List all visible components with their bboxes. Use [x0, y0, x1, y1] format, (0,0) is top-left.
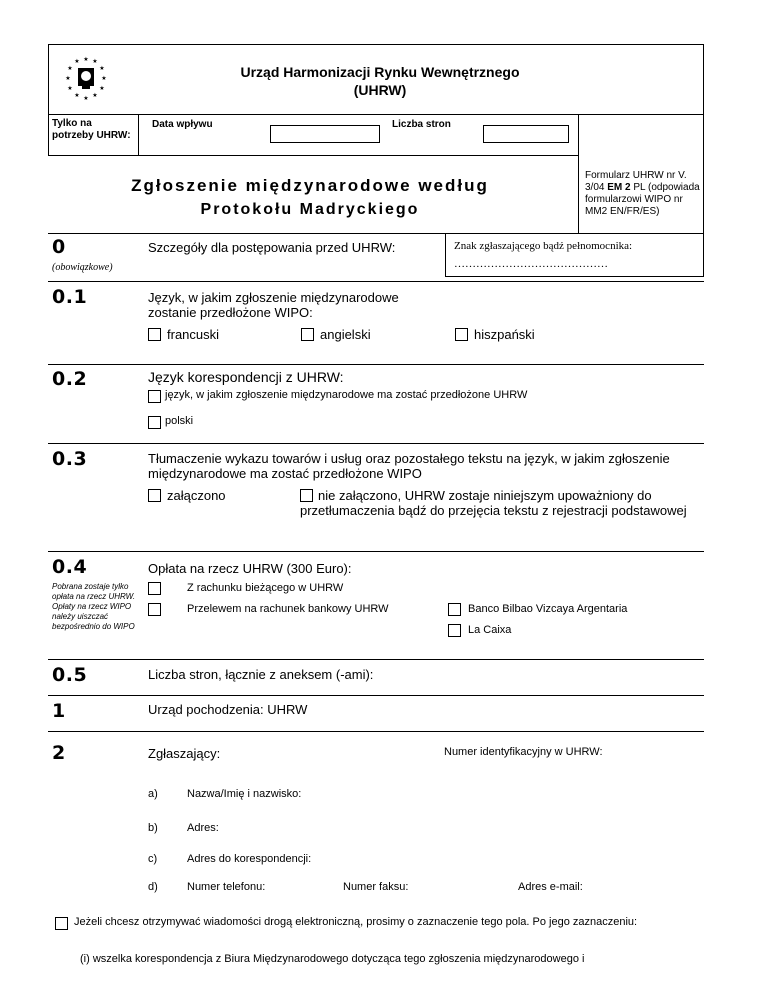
- form-ref-pre: Formularz UHRW nr V. 3/04: [585, 170, 687, 193]
- ref-box-bottom: [445, 276, 704, 277]
- footer-item-i: (i) wszelka korespondencja z Biura Międzynarodowego dotycząca tego zgłoszenia międzynarodowego i: [80, 953, 585, 965]
- item-c-marker: c): [148, 853, 158, 865]
- fee-bank-transfer-checkbox[interactable]: [148, 603, 161, 616]
- bank-bbva-label: Banco Bilbao Vizcaya Argentaria: [468, 603, 628, 615]
- section-1-text: Urząd pochodzenia: UHRW: [148, 702, 308, 717]
- fee-bank-transfer-label: Przelewem na rachunek bankowy UHRW: [187, 603, 389, 615]
- form-ref-bold: EM 2: [607, 182, 631, 193]
- lang-english-label: angielski: [320, 327, 371, 342]
- fax-label: Numer faksu:: [343, 881, 409, 893]
- lang-spanish-label: hiszpański: [474, 327, 535, 342]
- corr-lang-same-label: język, w jakim zgłoszenie międzynarodowe ma zostać przedłożone UHRW: [165, 389, 528, 401]
- form-title-line1: Zgłoszenie międzynarodowe według: [131, 176, 489, 195]
- address-label: Adres:: [187, 822, 219, 834]
- section-04-text: Opłata na rzecz UHRW (300 Euro):: [148, 561, 352, 576]
- section-0-text: Szczegóły dla postępowania przed UHRW:: [148, 240, 396, 255]
- section-01-text: Język, w jakim zgłoszenie międzynarodowe zostanie przedłożone WIPO:: [148, 290, 399, 320]
- svg-text:★: ★: [83, 95, 89, 102]
- email-label: Adres e-mail:: [518, 881, 583, 893]
- section-04-number: 0.4: [52, 556, 88, 578]
- svg-text:★: ★: [67, 65, 73, 72]
- date-received-field[interactable]: [270, 125, 380, 143]
- lang-french-label: francuski: [167, 327, 220, 342]
- section-03-text: Tłumaczenie wykazu towarów i usług oraz pozostałego tekstu na język, w jakim zgłoszenie międzynarodowe ma zostać przedłożone WIPO: [148, 451, 670, 481]
- section-05-number: 0.5: [52, 664, 88, 686]
- office-divider: [48, 155, 578, 156]
- rule-01: [48, 364, 704, 365]
- corr-lang-polish-checkbox[interactable]: [148, 416, 161, 429]
- name-label: Nazwa/Imię i nazwisko:: [187, 788, 302, 800]
- electronic-comm-label: Jeżeli chcesz otrzymywać wiadomości drogą elektroniczną, prosimy o zaznaczenie tego pola. Po jego zaznaczeniu:: [74, 916, 638, 928]
- fee-current-account-label: Z rachunku bieżącego w UHRW: [187, 582, 344, 594]
- title-divider: [48, 233, 704, 234]
- svg-text:★: ★: [74, 92, 80, 99]
- section-01-number: 0.1: [52, 286, 88, 308]
- bank-bbva-checkbox[interactable]: [448, 603, 461, 616]
- org-abbr: (UHRW): [353, 82, 407, 98]
- section-05-text: Liczba stron, łącznie z aneksem (-ami):: [148, 667, 374, 682]
- svg-text:★: ★: [99, 85, 105, 92]
- form-title-line2: Protokołu Madryckiego: [200, 201, 420, 218]
- frame-left: [48, 44, 49, 156]
- frame-top: [48, 44, 704, 45]
- rule-04: [48, 659, 704, 660]
- item-b-marker: b): [148, 822, 158, 834]
- section-04-note: Pobrana zostaje tylko opłata na rzecz UHRW. Opłaty na rzecz WIPO należy uiszczać bezpośrednio do WIPO: [52, 582, 136, 631]
- svg-text:★: ★: [74, 58, 80, 65]
- lang-english-checkbox[interactable]: [301, 328, 314, 341]
- svg-text:★: ★: [92, 58, 98, 65]
- reference-label: Znak zgłaszającego bądź pełnomocnika:: [454, 240, 633, 252]
- form-reference: [585, 170, 701, 218]
- office-use-label: Tylko na potrzeby UHRW:: [52, 118, 131, 141]
- correspondence-address-label: Adres do korespondencji:: [187, 853, 312, 865]
- lang-french-checkbox[interactable]: [148, 328, 161, 341]
- date-received-label: Data wpływu: [152, 119, 213, 130]
- reference-input[interactable]: ……………………………………: [454, 258, 608, 270]
- svg-text:★: ★: [99, 65, 105, 72]
- page-count-label: Liczba stron: [392, 119, 451, 130]
- rule-02: [48, 443, 704, 444]
- applicant-id-label: Numer identyfikacyjny w UHRW:: [444, 746, 603, 758]
- svg-text:★: ★: [92, 92, 98, 99]
- frame-right: [703, 44, 704, 276]
- svg-text:★: ★: [101, 75, 107, 82]
- lang-spanish-checkbox[interactable]: [455, 328, 468, 341]
- section-0-number: 0: [52, 236, 66, 258]
- office-col-rule: [138, 114, 139, 156]
- euro-stars-logo: [62, 54, 110, 102]
- electronic-comm-checkbox[interactable]: [55, 917, 68, 930]
- translation-attached-label: załączono: [167, 488, 226, 503]
- section-1-number: 1: [52, 700, 66, 722]
- rule-03: [48, 551, 704, 552]
- svg-text:★: ★: [83, 56, 89, 63]
- section-02-text: Język korespondencji z UHRW:: [148, 369, 344, 385]
- phone-label: Numer telefonu:: [187, 881, 266, 893]
- bank-lacaixa-checkbox[interactable]: [448, 624, 461, 637]
- ref-box-left: [445, 233, 446, 276]
- item-a-marker: a): [148, 788, 158, 800]
- formref-col-rule: [578, 114, 579, 234]
- corr-lang-polish-label: polski: [165, 415, 194, 427]
- svg-text:★: ★: [67, 85, 73, 92]
- section-02-number: 0.2: [52, 368, 88, 390]
- header-divider: [48, 114, 704, 115]
- fee-current-account-checkbox[interactable]: [148, 582, 161, 595]
- svg-text:★: ★: [65, 75, 71, 82]
- rule-0: [48, 281, 704, 282]
- form-ref-post: PL (odpowiada formularzowi WIPO nr MM2 EN/FR/ES): [585, 182, 700, 217]
- bank-lacaixa-label: La Caixa: [468, 624, 512, 636]
- rule-05: [48, 695, 704, 696]
- section-2-number: 2: [52, 742, 66, 764]
- corr-lang-same-checkbox[interactable]: [148, 390, 161, 403]
- section-0-note: (obowiązkowe): [52, 262, 113, 273]
- rule-1: [48, 731, 704, 732]
- translation-attached-checkbox[interactable]: [148, 489, 161, 502]
- translation-not-attached-label: nie załączono, UHRW zostaje niniejszym upoważniony do przetłumaczenia bądź do przejęcia tekstu z rejestracji podstawowej: [300, 488, 687, 518]
- page-count-field[interactable]: [483, 125, 569, 143]
- section-2-text: Zgłaszający:: [148, 746, 221, 761]
- org-name: Urząd Harmonizacji Rynku Wewnętrznego: [240, 64, 520, 80]
- section-03-number: 0.3: [52, 448, 88, 470]
- item-d-marker: d): [148, 881, 158, 893]
